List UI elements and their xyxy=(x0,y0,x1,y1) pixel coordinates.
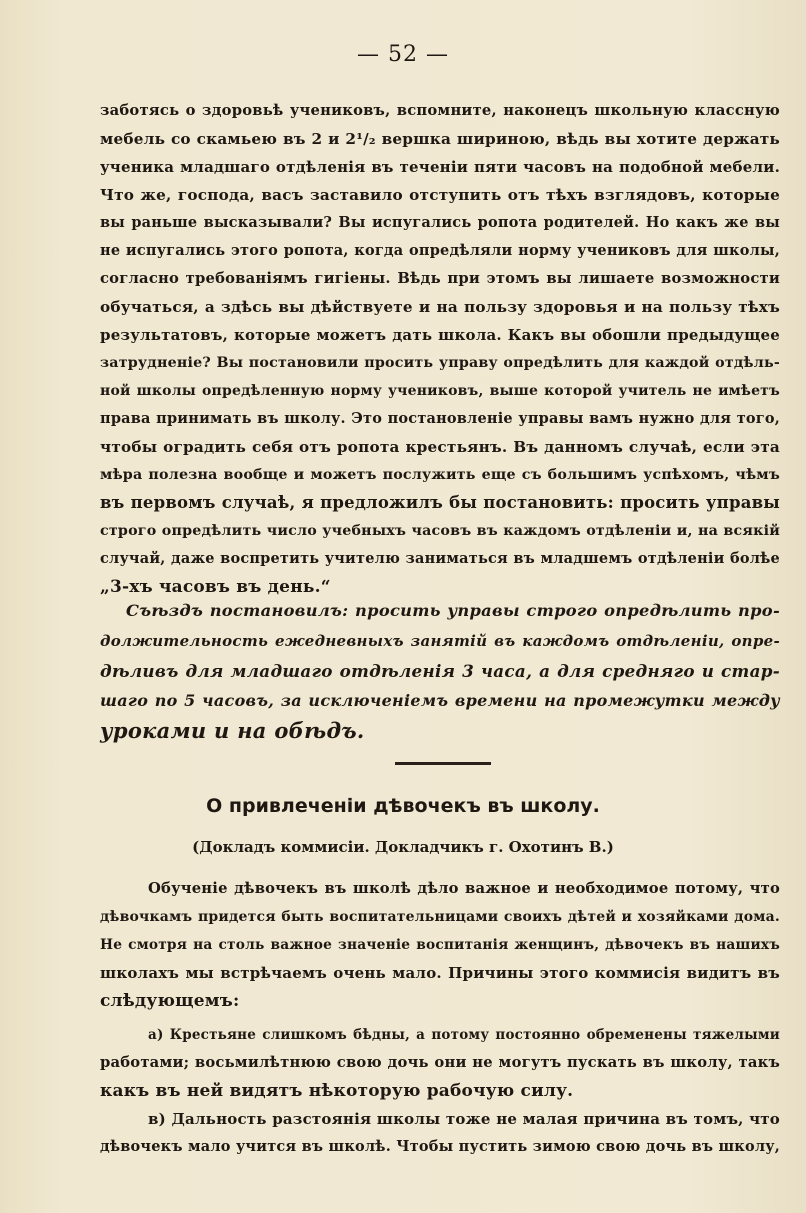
section-divider xyxy=(395,762,491,765)
text-line: затрудненіе? Вы постановили просить управу опредѣлить для каждой отдѣль- xyxy=(100,355,780,371)
resolution-line: Съѣздъ постановилъ: просить управы строго опредѣлить про- xyxy=(126,601,780,620)
text-line: обучаться, а здѣсь вы дѣйствуете и на пользу здоровья и на пользу тѣхъ xyxy=(100,298,780,316)
text-line: какъ въ ней видятъ нѣкоторую рабочую силу. xyxy=(100,1081,574,1101)
text-line: въ первомъ случаѣ, я предложилъ бы постановить: просить управы xyxy=(100,493,780,512)
text-line: ной школы опредѣленную норму учениковъ, выше которой учитель не имѣетъ xyxy=(100,383,780,399)
text-line: дѣвочекъ мало учится въ школѣ. Чтобы пустить зимою свою дочь въ школу, xyxy=(100,1138,780,1155)
text-line: работами; восьмилѣтнюю свою дочь они не могутъ пускать въ школу, такъ xyxy=(100,1054,780,1071)
text-line: чтобы оградить себя отъ ропота крестьянъ. Въ данномъ случаѣ, если эта xyxy=(100,438,780,456)
text-line: Что же, господа, васъ заставило отступить отъ тѣхъ взглядовъ, которые xyxy=(100,186,780,204)
text-line: Не смотря на столь важное значеніе воспитанія женщинъ, дѣвочекъ въ нашихъ xyxy=(100,937,780,953)
resolution-line: дѣливъ для младшаго отдѣленія 3 часа, а для средняго и стар- xyxy=(100,661,780,681)
report-info: (Докладъ коммисіи. Докладчикъ г. Охотинъ В.) xyxy=(192,838,614,856)
text-line: в) Дальность разстоянія школы тоже не малая причина въ томъ, что xyxy=(148,1110,780,1128)
text-line: результатовъ, которые можетъ дать школа. Какъ вы обошли предыдущее xyxy=(100,326,780,344)
resolution-line: уроками и на обѣдъ. xyxy=(100,718,365,743)
text-line: „3-хъ часовъ въ день.“ xyxy=(100,577,331,597)
text-line: дѣвочкамъ придется быть воспитательницами своихъ дѣтей и хозяйками дома. xyxy=(100,909,780,925)
resolution-line: должительность ежедневныхъ занятій въ каждомъ отдѣленіи, опре- xyxy=(100,632,780,650)
text-line: а) Крестьяне слишкомъ бѣдны, а потому постоянно обременены тяжелыми xyxy=(148,1027,780,1043)
text-line: вы раньше высказывали? Вы испугались ропота родителей. Но какъ же вы xyxy=(100,214,780,231)
text-line: строго опредѣлить число учебныхъ часовъ въ каждомъ отдѣленіи и, на всякій xyxy=(100,523,780,539)
text-line: согласно требованіямъ гигіены. Вѣдь при этомъ вы лишаете возможности xyxy=(100,270,780,287)
resolution-line: шаго по 5 часовъ, за исключеніемъ времени на промежутки между xyxy=(100,691,780,710)
section-title: О привлеченіи дѣвочекъ въ школу. xyxy=(206,795,600,817)
text-line: случай, даже воспретить учителю заниматься въ младшемъ отдѣленіи болѣе xyxy=(100,550,780,567)
text-line: не испугались этого ропота, когда опредѣляли норму учениковъ для школы, xyxy=(100,242,780,259)
text-line: права принимать въ школу. Это постановленіе управы вамъ нужно для того, xyxy=(100,410,780,427)
page-number: — 52 — xyxy=(357,42,449,67)
text-line: школахъ мы встрѣчаемъ очень мало. Причины этого коммисія видитъ въ xyxy=(100,964,780,982)
text-line: ученика младшаго отдѣленія въ теченіи пяти часовъ на подобной мебели. xyxy=(100,158,780,176)
text-line: слѣдующемъ: xyxy=(100,991,240,1011)
text-line: заботясь о здоровьѣ учениковъ, вспомните, наконецъ школьную классную xyxy=(100,102,780,119)
text-line: мебель со скамьею въ 2 и 2¹/₂ вершка шириною, вѣдь вы хотите держать xyxy=(100,130,780,148)
text-line: мѣра полезна вообще и можетъ послужить еще съ большимъ успѣхомъ, чѣмъ xyxy=(100,467,780,483)
text-line: Обученіе дѣвочекъ въ школѣ дѣло важное и необходимое потому, что xyxy=(148,880,780,897)
